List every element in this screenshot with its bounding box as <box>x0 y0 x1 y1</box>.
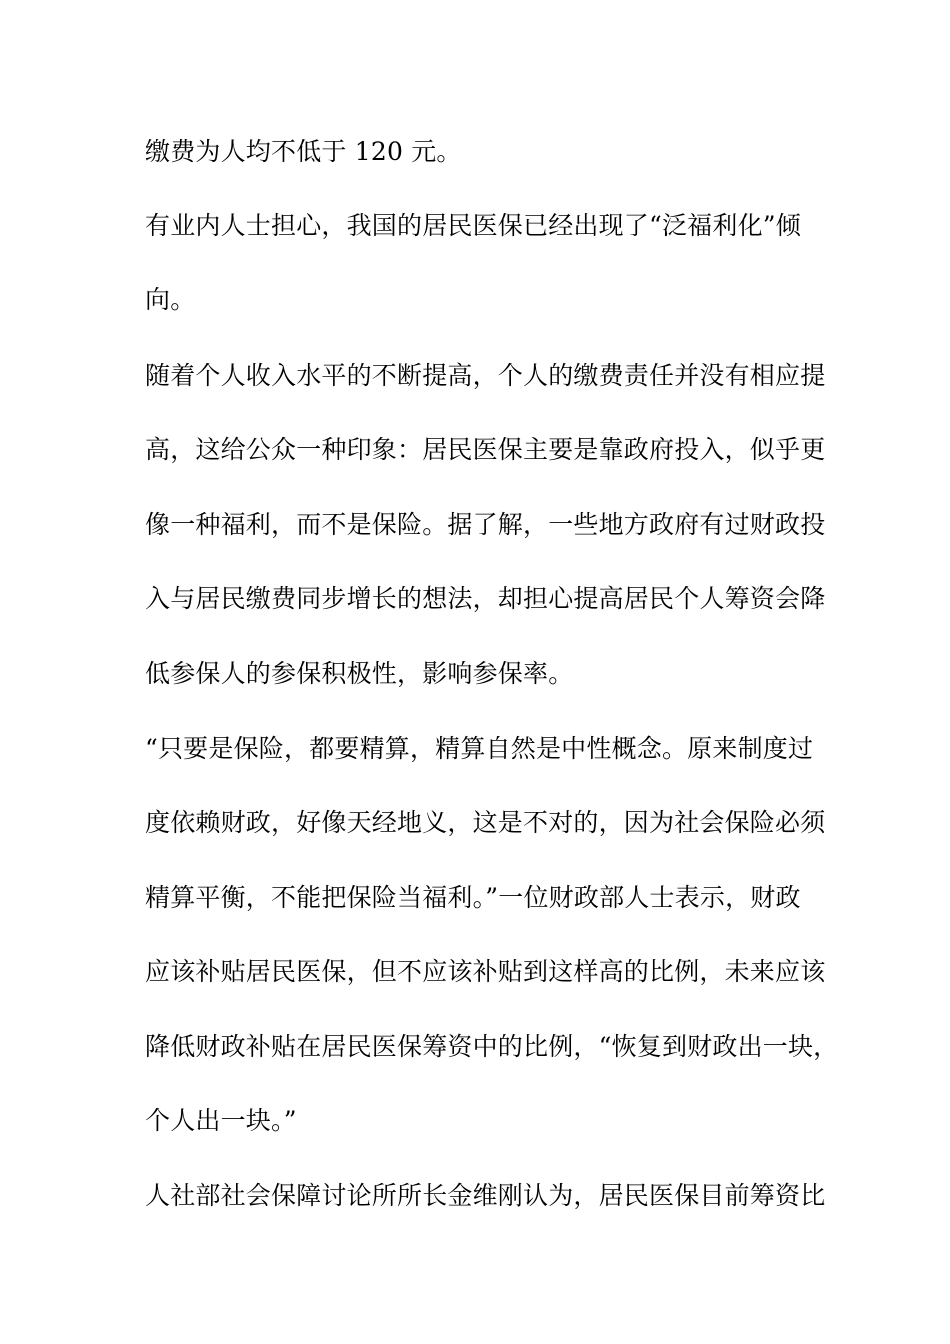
text-line: 入与居民缴费同步增长的想法，却担心提高居民个人筹资会降 <box>145 584 826 613</box>
text-line: 缴费为人均不低于 120 元。 <box>145 137 462 166</box>
text-line: 像一种福利，而不是保险。据了解，一些地方政府有过财政投 <box>145 510 826 539</box>
text-line: 个人出一块。” <box>145 1106 297 1135</box>
text-line: 高，这给公众一种印象：居民医保主要是靠政府投入，似乎更 <box>145 435 826 464</box>
text-line: 向。 <box>145 285 196 314</box>
text-line: 人社部社会保障讨论所所长金维刚认为，居民医保目前筹资比 <box>145 1181 826 1210</box>
text-line: 应该补贴居民医保，但不应该补贴到这样高的比例，未来应该 <box>145 957 826 986</box>
text-line: 有业内人士担心，我国的居民医保已经出现了“泛福利化”倾 <box>145 211 801 240</box>
text-line: 度依赖财政，好像天经地义，这是不对的，因为社会保险必须 <box>145 808 826 837</box>
text-line: “只要是保险，都要精算，精算自然是中性概念。原来制度过 <box>145 734 814 763</box>
text-line: 精算平衡，不能把保险当福利。”一位财政部人士表示，财政 <box>145 883 801 912</box>
text-line: 低参保人的参保积极性，影响参保率。 <box>145 659 574 688</box>
text-line: 降低财政补贴在居民医保筹资中的比例，“恢复到财政出一块， <box>145 1032 839 1061</box>
text-line: 随着个人收入水平的不断提高，个人的缴费责任并没有相应提 <box>145 361 826 390</box>
